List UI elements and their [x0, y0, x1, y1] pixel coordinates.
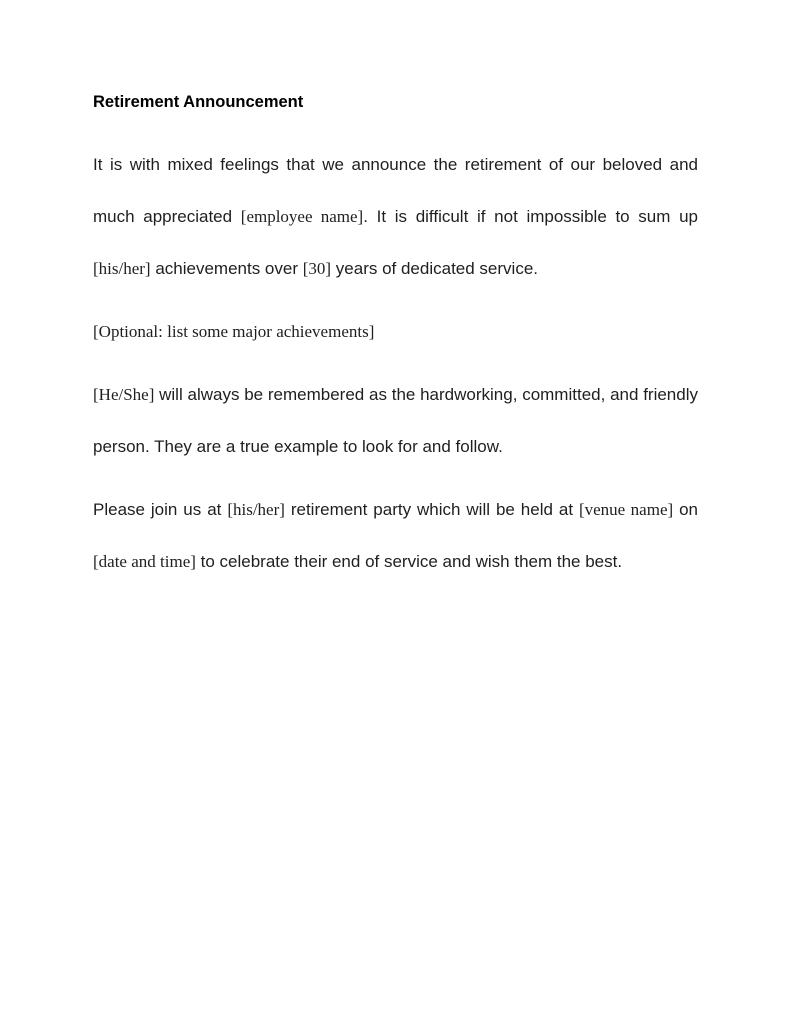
text-run: achievements over [150, 259, 303, 278]
text-run: on [673, 500, 698, 519]
paragraph-invitation [93, 484, 698, 588]
placeholder-his-her: [his/her] [227, 500, 285, 519]
text-run: retirement party which will be held at [284, 500, 579, 519]
paragraph-intro [93, 139, 698, 295]
placeholder-his-her: [his/her] [93, 259, 151, 278]
placeholder-date-time: [date and time] [93, 552, 196, 571]
placeholder-he-she: [He/She] [93, 385, 155, 404]
text-run: years of dedicated service. [331, 259, 539, 278]
placeholder-years: [30] [302, 259, 332, 278]
document-title: Retirement Announcement [93, 93, 304, 111]
placeholder-achievements-list: [Optional: list some major achievements] [93, 322, 375, 341]
paragraph-remembered [93, 369, 698, 473]
paragraph-optional-achievements [93, 306, 698, 358]
text-run: It is with mixed feelings that we announce the retirement of our beloved and much appreciated [93, 155, 698, 226]
text-run: to celebrate their end of service and wish them the best. [195, 552, 623, 571]
placeholder-employee-name: [employee name] [240, 207, 364, 226]
text-run: will always be remembered as the hardworking, committed, and friendly person. They are a true example to look for and follow. [93, 385, 698, 456]
placeholder-venue-name: [venue name] [578, 500, 674, 519]
text-run: . It is difficult if not impossible to sum up [363, 207, 699, 226]
text-run: Please join us at [93, 500, 228, 519]
